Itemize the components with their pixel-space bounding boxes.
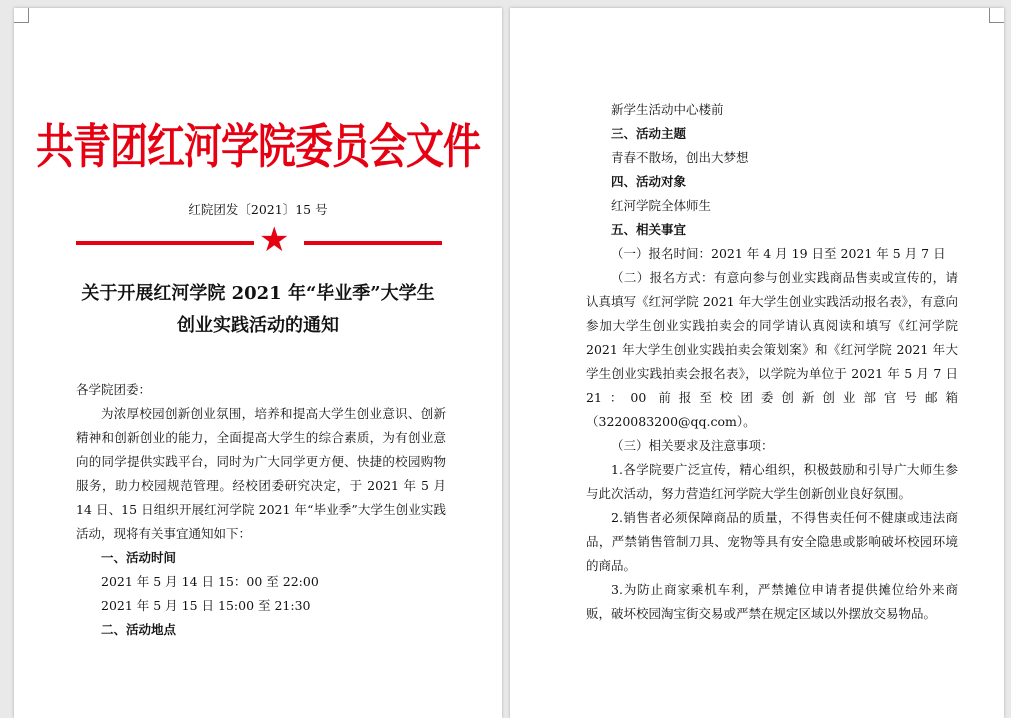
activity-time-1: 2021 年 5 月 14 日 15：00 至 22:00: [101, 574, 319, 589]
requirements-heading: （三）相关要求及注意事项：: [611, 438, 774, 453]
requirement-2: 2.销售者必须保障商品的质量，不得售卖任何不健康或违法商品，严禁销售管制刀具、宠物等具有安全隐患或影响破坏校园环境的商品。: [586, 510, 958, 573]
crop-mark: [14, 8, 29, 23]
red-rule-left: [76, 241, 254, 245]
red-star-icon: ★: [259, 220, 290, 260]
section-heading-theme: 三、活动主题: [611, 126, 687, 141]
notice-title-line2: 创业实践活动的通知: [177, 315, 339, 336]
red-header-title: 共青团红河学院委员会文件: [35, 118, 480, 175]
requirement-3: 3.为防止商家乘机车利，严禁摊位申请者提供摊位给外来商贩，破坏校园淘宝街交易或严禁在规定区域以外摆放交易物品。: [586, 582, 958, 621]
section-heading-matters: 五、相关事宜: [611, 222, 687, 237]
activity-time-2: 2021 年 5 月 15 日 15:00 至 21:30: [101, 598, 311, 613]
notice-title-line1: 关于开展红河学院 2021 年“毕业季”大学生: [81, 283, 435, 304]
notice-title: [14, 278, 502, 342]
red-rule-right: [304, 241, 442, 245]
document-page-right: [510, 8, 1004, 718]
left-body: [76, 378, 446, 642]
activity-location: 新学生活动中心楼前: [611, 102, 724, 117]
salutation: 各学院团委：: [76, 382, 152, 397]
registration-method: （二）报名方式：有意向参与创业实践商品售卖或宣传的，请认真填写《红河学院 2021 年大学生创业实践活动报名表》，有意向参加大学生创业实践拍卖会的同学请认真阅读和填写《红河学院 2021 年大学生创业实践拍卖会策划案》和《红河学院 2021 年大学生创业实践拍卖会报名表》，以学院为单位于 2021 年 5 月 7 日 21：00 前报至校团委创新创业部官号邮箱（3220083200@qq.com）。: [586, 270, 958, 429]
crop-mark: [989, 8, 1004, 23]
section-heading-time: 一、活动时间: [101, 550, 177, 565]
section-heading-location: 二、活动地点: [101, 622, 177, 637]
activity-theme: 青春不散场，创出大梦想: [611, 150, 749, 165]
right-body: [586, 98, 958, 626]
registration-time: （一）报名时间：2021 年 4 月 19 日至 2021 年 5 月 7 日: [611, 246, 946, 261]
requirement-1: 1.各学院要广泛宣传，精心组织，积极鼓励和引导广大师生参与此次活动，努力营造红河学院大学生创新创业良好氛围。: [586, 462, 958, 501]
activity-target: 红河学院全体师生: [611, 198, 712, 213]
section-heading-target: 四、活动对象: [611, 174, 687, 189]
document-number: 红院团发〔2021〕15 号: [188, 202, 328, 217]
intro-paragraph: 为浓厚校园创新创业氛围，培养和提高大学生创业意识、创新精神和创新创业的能力，全面提高大学生的综合素质，为有创业意向的同学提供实践平台，同时为广大同学更方便、快捷的校园购物服务，助力校园规范管理。经校团委研究决定，于 2021 年 5 月 14 日、15 日组织开展红河学院 2021 年“毕业季”大学生创业实践活动，现将有关事宜通知如下：: [76, 406, 446, 541]
document-page-left: [14, 8, 502, 718]
